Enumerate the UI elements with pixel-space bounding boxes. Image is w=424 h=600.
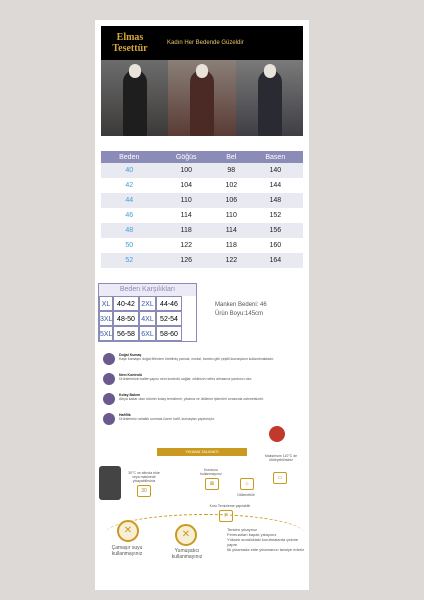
care-icon <box>103 393 115 405</box>
feature-title: Nem Kontrolü <box>119 373 143 377</box>
feature-text: Kaşe kumaşın doğal liflerden üretilmiş pamuk, modal, bambu gibi çeşitli kumaşların kullanılmaktadır. <box>119 357 275 361</box>
rule-item: Fermuarları kapalı yıkayınız <box>227 532 277 537</box>
conversion-row <box>99 296 196 311</box>
waist-cell: 102 <box>225 182 238 189</box>
model-info <box>215 301 267 319</box>
product-length: Ürün Boyu:145cm <box>215 311 264 317</box>
conversion-row <box>99 311 196 326</box>
size-cell: 52 <box>101 253 157 268</box>
quality-badge-icon <box>269 426 285 442</box>
feature-item <box>103 353 303 365</box>
conv-range: 40-42 <box>113 296 139 311</box>
size-cell: 48 <box>101 223 157 238</box>
product-sheet <box>95 20 309 590</box>
model-photo-3 <box>236 60 303 136</box>
size-cell: 42 <box>125 182 134 189</box>
header-cell: Bel <box>215 151 248 163</box>
waist-cell: 98 <box>215 163 248 178</box>
model-photo-1 <box>101 60 168 136</box>
brand-line2: Tesettür <box>112 43 148 54</box>
waist-cell: 118 <box>225 242 237 249</box>
header-cell: Basen <box>248 151 303 163</box>
wash-rules <box>227 527 309 552</box>
table-row <box>101 223 303 238</box>
droplet-icon <box>103 373 115 385</box>
bust-cell: 122 <box>180 242 193 249</box>
waist-cell: 110 <box>225 212 237 219</box>
conv-range: 58-60 <box>156 326 182 341</box>
big-icon-label: Çamaşır suyu kullanmayınız <box>111 545 143 557</box>
big-icon-label: Yumuşatıcı kullanmayınız <box>171 548 203 560</box>
size-table <box>101 151 303 268</box>
care-label: 30°C ve altında elde veya makinede yıkayabilirsiniz <box>128 471 160 483</box>
feature-item <box>103 393 303 405</box>
model-size: Manken Bedeni: 46 <box>215 302 267 308</box>
size-cell: 46 <box>125 212 134 219</box>
bust-cell: 126 <box>157 253 215 268</box>
conv-range: 56-58 <box>113 326 139 341</box>
hip-cell: 140 <box>248 163 303 178</box>
feature-title: Kolay Bakım <box>119 393 141 397</box>
dry-clean-icon: P <box>219 510 233 522</box>
conv-range: 44-46 <box>156 296 182 311</box>
conv-range: 48-50 <box>113 311 139 326</box>
conv-size: 5XL <box>99 326 113 341</box>
hip-cell: 144 <box>269 182 282 189</box>
size-cell: 40 <box>101 163 157 178</box>
iron-110-icon: ▭ <box>273 472 287 484</box>
conv-size: 4XL <box>139 311 156 326</box>
brand-line1: Elmas <box>116 32 144 43</box>
bust-cell: 110 <box>157 193 215 208</box>
header-cell: Beden <box>101 151 157 163</box>
size-cell: 50 <box>125 242 134 249</box>
no-softener-icon: ✕ <box>175 524 197 546</box>
conv-size: 6XL <box>139 326 156 341</box>
care-label: Kurutucu kullanmayınız <box>200 468 222 476</box>
header-cell: Göğüs <box>157 151 215 163</box>
waist-cell: 122 <box>215 253 248 268</box>
feature-text: Altıya kadar olan ürünler kolay temizlenir, yıkama ve ütüleme işlemleri sırasında zahmetsizdir. <box>119 397 264 401</box>
hip-cell: 156 <box>248 223 303 238</box>
table-row <box>101 193 303 208</box>
rule-item: Yüksek sıcaklıktaki kurutmalarda çekme yapar <box>227 537 299 547</box>
bust-cell: 100 <box>157 163 215 178</box>
conversion-row <box>99 326 196 341</box>
feature-list <box>103 353 303 433</box>
model-photo-2 <box>168 60 235 136</box>
brand-header <box>101 26 303 60</box>
feature-item <box>103 373 303 385</box>
feature-text: Ürünlerimiz rahatlık sunmak üzere hafif, kumaşları yapılmıştır. <box>119 417 215 421</box>
conv-size: XL <box>99 296 113 311</box>
feature-title: Doğal Kumaş <box>119 353 142 357</box>
hanger-illustration-icon <box>99 466 121 500</box>
size-table-header <box>101 151 303 163</box>
conv-size: 3XL <box>99 311 113 326</box>
table-row <box>101 163 303 178</box>
hip-cell: 164 <box>248 253 303 268</box>
no-tumble-dry-icon: ⊠ <box>205 478 219 490</box>
slogan: Kadın Her Bedende Güzeldir <box>167 40 244 46</box>
conv-size: 2XL <box>139 296 156 311</box>
model-photos <box>101 60 303 136</box>
table-row <box>101 253 303 268</box>
table-row <box>101 178 303 193</box>
bust-cell: 114 <box>180 212 192 219</box>
conv-range: 52-54 <box>156 311 182 326</box>
feature-title: Hafiflik <box>119 413 131 417</box>
care-label: Ütülenebilir <box>237 493 255 497</box>
care-label: Kuru Temizleme yapılabilir <box>209 504 251 508</box>
table-row <box>101 208 303 223</box>
bust-cell: 104 <box>180 182 193 189</box>
feature-text: Ürünlerimizin kalite yapısı nem kontrolü sağlar, cildinizin nefes almasına yardımcı olur. <box>119 377 253 381</box>
leaf-icon <box>103 353 115 365</box>
feature-item <box>103 413 303 425</box>
no-bleach-icon: ✕ <box>117 520 139 542</box>
hip-cell: 152 <box>269 212 282 219</box>
wash-instructions-title: YIKAMA TALİMATI <box>157 448 247 456</box>
feather-icon <box>103 413 115 425</box>
rule-item: İlk yıkamada elde yıkamanızı tavsiye ederiz <box>227 547 305 552</box>
bust-cell: 118 <box>157 223 215 238</box>
size-conversion-table <box>98 283 197 342</box>
hip-cell: 148 <box>248 193 303 208</box>
brand-logo <box>101 32 159 54</box>
wash-30-icon: 30 <box>137 485 151 497</box>
waist-cell: 106 <box>215 193 248 208</box>
iron-icon: ♨ <box>240 478 254 490</box>
table-row <box>101 238 303 253</box>
size-cell: 44 <box>101 193 157 208</box>
rule-item: Tersten yıkayınız <box>227 527 258 532</box>
care-label: Maksimum 110°C de ütüleyebilirsiniz <box>264 454 298 462</box>
hip-cell: 160 <box>269 242 282 249</box>
waist-cell: 114 <box>215 223 248 238</box>
conversion-title: Beden Karşılıkları <box>99 284 196 296</box>
